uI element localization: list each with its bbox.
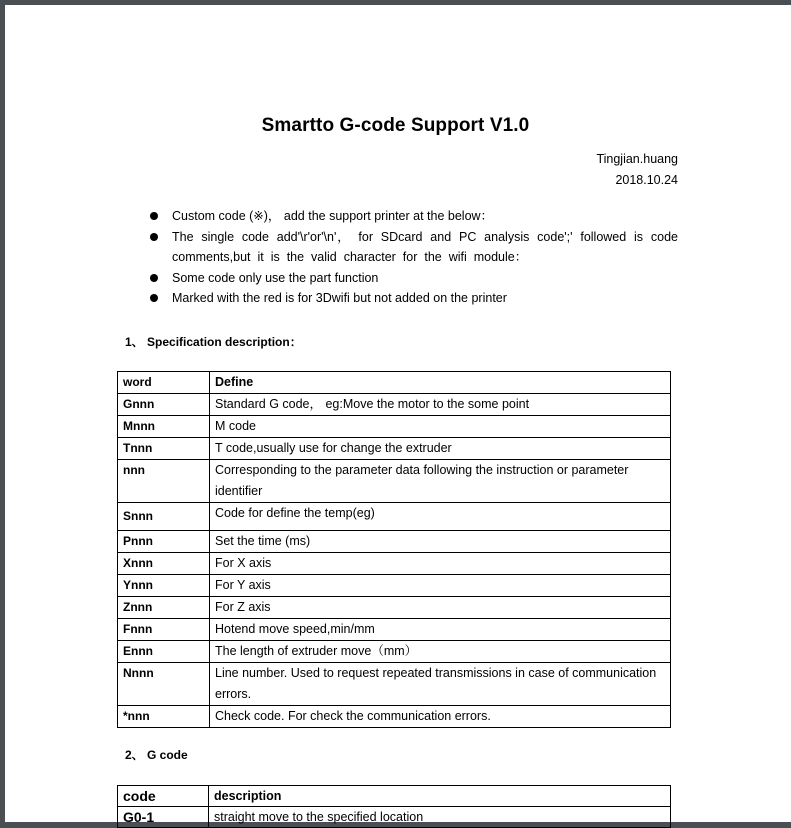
header-define: Define	[210, 372, 671, 394]
cell-define: Set the time (ms)	[210, 531, 671, 553]
table-row	[118, 460, 671, 503]
section-heading-gcode: 2、 G code	[125, 748, 188, 762]
cell-word: Tnnn	[118, 438, 210, 460]
cell-word: Mnnn	[118, 416, 210, 438]
note-item	[148, 288, 678, 309]
header-description: description	[209, 786, 671, 807]
cell-word: nnn	[118, 460, 210, 503]
cell-word: Znnn	[118, 597, 210, 619]
section-heading-specification: 1、 Specification description：	[125, 335, 302, 349]
cell-define: For Z axis	[210, 597, 671, 619]
cell-define: Line number. Used to request repeated transmissions in case of communication errors.	[210, 663, 671, 706]
cell-description: straight move to the specified location	[209, 807, 671, 828]
notes-list	[148, 206, 678, 309]
cell-define: Standard G code， eg:Move the motor to the some point	[210, 394, 671, 416]
cell-define: T code,usually use for change the extruder	[210, 438, 671, 460]
cell-define: Code for define the temp(eg)	[210, 503, 671, 531]
table-row	[118, 503, 671, 531]
document-date: 2018.10.24	[615, 173, 678, 187]
document-title: Smartto G-code Support V1.0	[261, 115, 530, 136]
note-item	[148, 268, 678, 289]
table-row	[118, 597, 671, 619]
table-row	[118, 706, 671, 728]
table-row	[118, 663, 671, 706]
table-row	[118, 416, 671, 438]
note-text: Marked with the red is for 3Dwifi but not added on the printer	[172, 291, 507, 305]
cell-define: For X axis	[210, 553, 671, 575]
bullet-icon	[150, 294, 158, 302]
note-item	[148, 227, 678, 268]
cell-word: Snnn	[118, 503, 210, 531]
table-header-row	[118, 786, 671, 807]
note-text: Some code only use the part function	[172, 270, 379, 285]
table-header-row	[118, 372, 671, 394]
table-row	[118, 553, 671, 575]
cell-word: Fnnn	[118, 619, 210, 641]
cell-define: M code	[210, 416, 671, 438]
cell-define: For Y axis	[210, 575, 671, 597]
cell-word: Pnnn	[118, 531, 210, 553]
author: Tingjian.huang	[596, 152, 678, 166]
note-text: Custom code (※)， add the support printer at the below：	[172, 209, 494, 223]
cell-define: Corresponding to the parameter data following the instruction or parameter identifier	[210, 460, 671, 503]
header-word: word	[118, 372, 210, 394]
table-row	[118, 641, 671, 663]
cell-word: Nnnn	[118, 663, 210, 706]
cell-word: Ynnn	[118, 575, 210, 597]
table-row	[118, 531, 671, 553]
bullet-icon	[150, 212, 158, 220]
cell-word: Xnnn	[118, 553, 210, 575]
header-code: code	[118, 786, 209, 807]
specification-table	[117, 371, 671, 728]
cell-define: Hotend move speed,min/mm	[210, 619, 671, 641]
cell-define: Check code. For check the communication errors.	[210, 706, 671, 728]
note-text: The single code add'\r'or'\n'， for SDcard and PC analysis code';' followed is code comments,but it is the valid character for the wifi module：	[172, 229, 678, 264]
cell-word: Gnnn	[118, 394, 210, 416]
cell-code: G0-1	[118, 807, 209, 828]
table-row	[118, 619, 671, 641]
bullet-icon	[150, 233, 158, 241]
note-item	[148, 206, 678, 227]
cell-word: Ennn	[118, 641, 210, 663]
table-row	[118, 438, 671, 460]
table-row	[118, 394, 671, 416]
bullet-icon	[150, 274, 158, 282]
cell-define: The length of extruder move（mm）	[210, 641, 671, 663]
cell-word: *nnn	[118, 706, 210, 728]
table-row	[118, 575, 671, 597]
document-page	[5, 5, 791, 825]
table-row	[118, 807, 671, 828]
